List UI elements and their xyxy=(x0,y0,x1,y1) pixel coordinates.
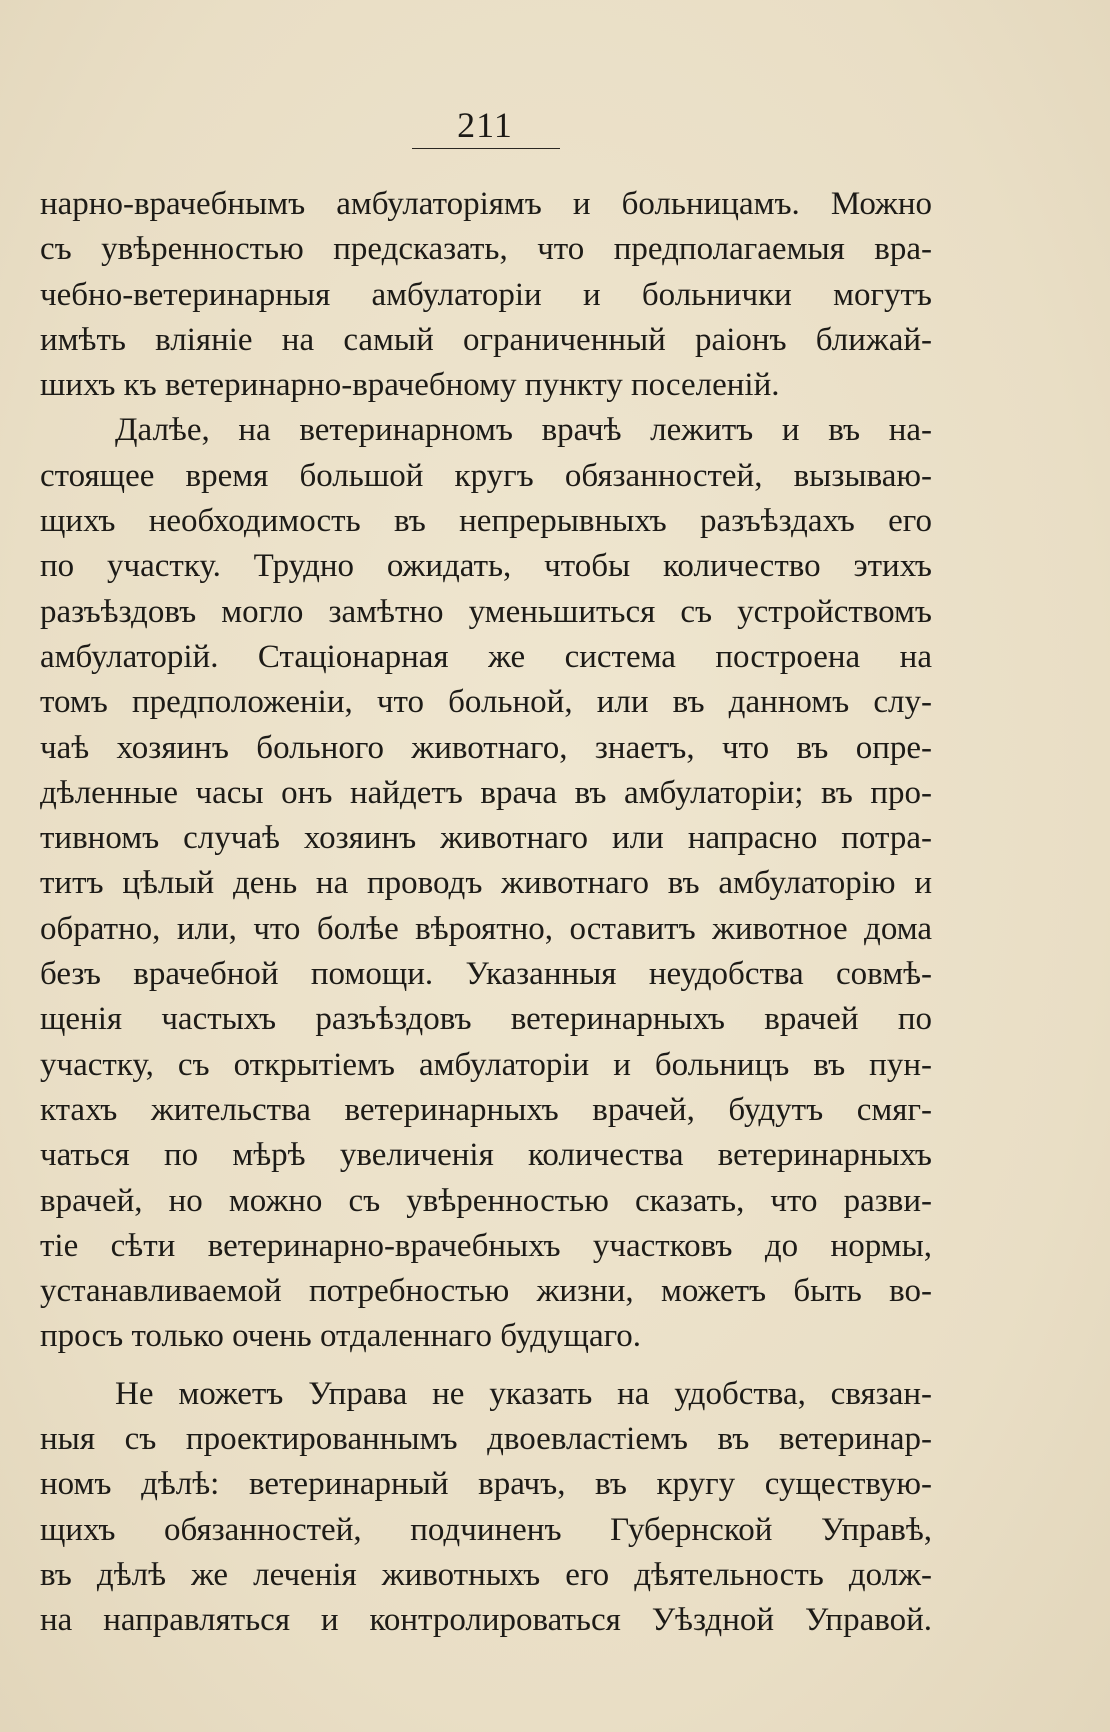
text-line: нарно-врачебнымъ амбулаторіямъ и больницамъ. Можно xyxy=(40,186,932,222)
text-line: шихъ къ ветеринарно-врачебному пункту поселеній. xyxy=(40,367,780,404)
paragraph xyxy=(40,1372,932,1644)
text-line: съ увѣренностью предсказать, что предполагаемыя вра- xyxy=(40,231,932,268)
text-line: чаѣ хозяинъ больного животнаго, знаетъ, что въ опре- xyxy=(40,729,932,766)
text-line: номъ дѣлѣ: ветеринарный врачъ, въ кругу существую- xyxy=(40,1466,932,1503)
paragraph xyxy=(40,408,932,1359)
text-line: чебно-ветеринарныя амбулаторіи и больнички могутъ xyxy=(40,276,932,313)
text-line: по участку. Трудно ожидать, чтобы количество этихъ xyxy=(40,548,932,585)
text-line: безъ врачебной помощи. Указанныя неудобства совмѣ- xyxy=(40,956,932,993)
text-line: щенія частыхъ разъѣздовъ ветеринарныхъ врачей по xyxy=(40,1001,932,1038)
text-line: дѣленные часы онъ найдетъ врача въ амбулаторіи; въ про- xyxy=(40,774,932,811)
text-line: въ дѣлѣ же леченія животныхъ его дѣятельность долж- xyxy=(40,1556,932,1593)
text-line: томъ предположеніи, что больной, или въ данномъ слу- xyxy=(40,684,932,721)
text-line: тіе сѣти ветеринарно-врачебныхъ участковъ до нормы, xyxy=(40,1227,932,1264)
text-line: устанавливаемой потребностью жизни, можетъ быть во- xyxy=(40,1273,932,1310)
paragraph xyxy=(40,182,932,408)
text-line: Далѣе, на ветеринарномъ врачѣ лежитъ и въ на- xyxy=(115,412,932,449)
text-line: чаться по мѣрѣ увеличенія количества ветеринарныхъ xyxy=(40,1137,932,1174)
text-line: Не можетъ Управа не указать на удобства, связан- xyxy=(115,1375,932,1412)
page-number: 211 xyxy=(457,105,513,145)
header-rule xyxy=(412,148,560,149)
body-text xyxy=(40,182,932,1644)
text-line: щихъ обязанностей, подчиненъ Губернской Управѣ, xyxy=(40,1511,932,1548)
text-line: на направляться и контролироваться Уѣздной Управой. xyxy=(40,1602,932,1639)
text-line: обратно, или, что болѣе вѣроятно, оставитъ животное дома xyxy=(40,910,932,947)
text-line: врачей, но можно съ увѣренностью сказать, что разви- xyxy=(40,1182,932,1219)
text-line: просъ только очень отдаленнаго будущаго. xyxy=(40,1318,642,1355)
paragraph-gap xyxy=(40,1360,932,1372)
text-line: щихъ необходимость въ непрерывныхъ разъѣздахъ его xyxy=(40,503,932,540)
text-line: ныя съ проектированнымъ двоевластіемъ въ ветеринар- xyxy=(40,1421,932,1458)
text-line: участку, съ открытіемъ амбулаторіи и больницъ въ пун- xyxy=(40,1046,932,1083)
text-line: ктахъ жительства ветеринарныхъ врачей, будутъ смяг- xyxy=(40,1091,932,1128)
text-line: тивномъ случаѣ хозяинъ животнаго или напрасно потра- xyxy=(40,820,932,857)
text-line: разъѣздовъ могло замѣтно уменьшиться съ устройствомъ xyxy=(40,593,932,630)
text-line: имѣть вліяніе на самый ограниченный раіонъ ближай- xyxy=(40,321,932,358)
text-line: титъ цѣлый день на проводъ животнаго въ амбулаторію и xyxy=(40,865,932,902)
text-line: стоящее время большой кругъ обязанностей, вызываю- xyxy=(40,457,932,494)
text-line: амбулаторій. Стаціонарная же система построена на xyxy=(40,638,932,675)
